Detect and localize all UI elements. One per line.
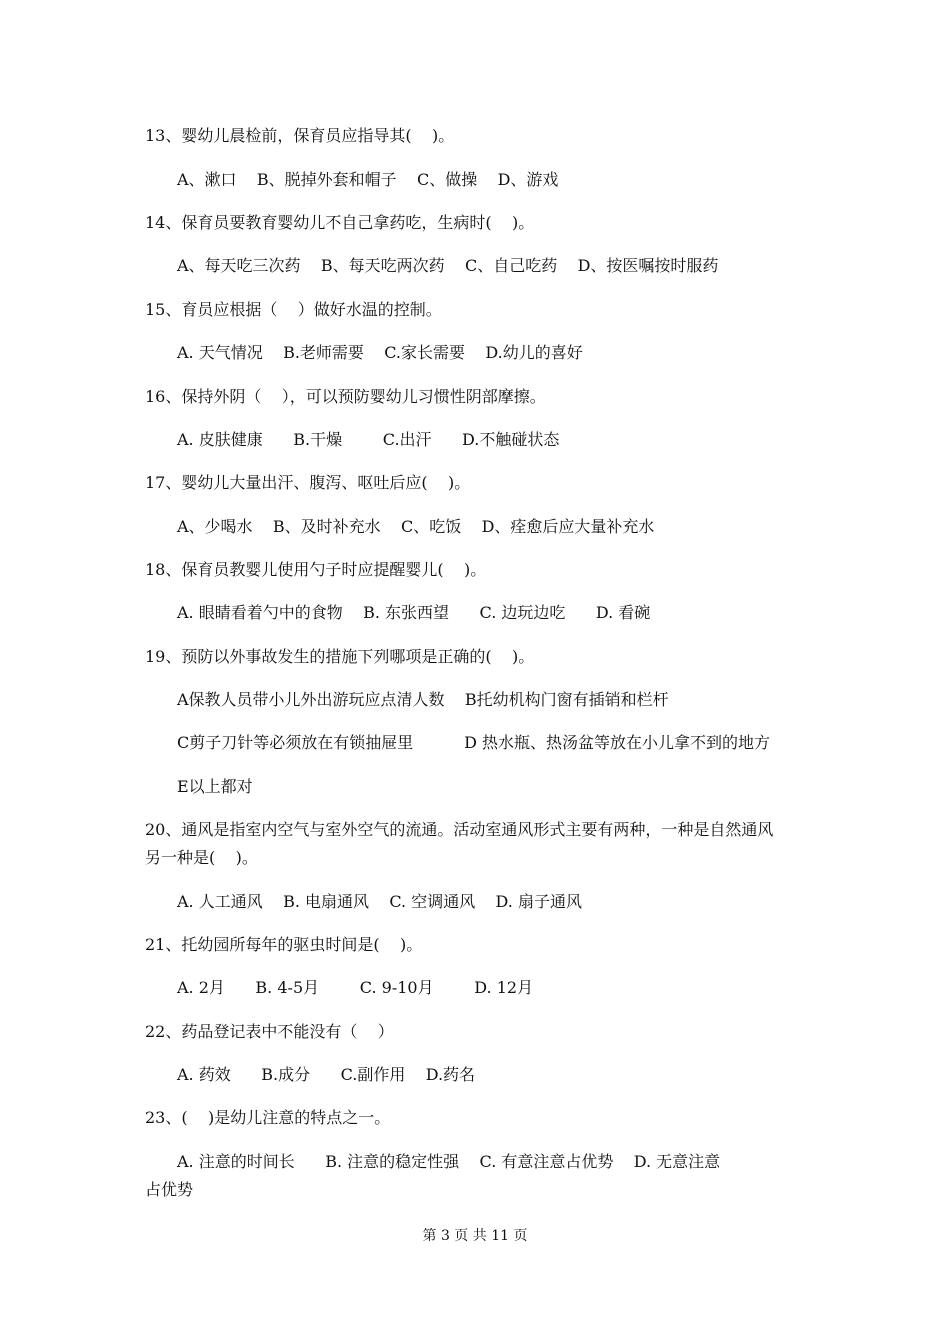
question-17-options: A、少喝水 B、及时补充水 C、吃饭 D、痊愈后应大量补充水	[177, 517, 655, 536]
question-19-stem: 19、预防以外事故发生的措施下列哪项是正确的( )。	[145, 647, 535, 666]
question-13-stem: 13、婴幼儿晨检前，保育员应指导其( )。	[145, 126, 455, 145]
question-16-stem: 16、保持外阴（ ），可以预防婴幼儿习惯性阴部摩擦。	[145, 387, 546, 406]
question-19-option-line-1: A保教人员带小儿外出游玩应点清人数 B托幼机构门窗有插销和栏杆	[177, 690, 669, 709]
question-20-stem: 20、通风是指室内空气与室外空气的流通。活动室通风形式主要有两种，一种是自然通风	[145, 820, 774, 839]
question-13-options: A、漱口 B、脱掉外套和帽子 C、做操 D、游戏	[177, 170, 559, 189]
question-16-options: A. 皮肤健康 B.干燥 C.出汗 D.不触碰状态	[177, 430, 560, 449]
question-19-option-line-3: E以上都对	[177, 777, 253, 796]
question-21-options: A. 2月 B. 4-5月 C. 9-10月 D. 12月	[177, 978, 534, 997]
question-14-stem: 14、保育员要教育婴幼儿不自己拿药吃，生病时( )。	[145, 213, 535, 232]
page-footer: 第 3 页 共 11 页	[422, 1228, 528, 1244]
question-15-options: A. 天气情况 B.老师需要 C.家长需要 D.幼儿的喜好	[177, 343, 583, 362]
question-19-option-line-2: C剪子刀针等必须放在有锁抽屉里 D 热水瓶、热汤盆等放在小儿拿不到的地方	[177, 733, 771, 752]
question-21-stem: 21、托幼园所每年的驱虫时间是( )。	[145, 935, 423, 954]
question-23-stem: 23、( )是幼儿注意的特点之一。	[145, 1108, 391, 1127]
question-18-stem: 18、保育员教婴儿使用勺子时应提醒婴儿( )。	[145, 560, 487, 579]
question-22-options: A. 药效 B.成分 C.副作用 D.药名	[177, 1065, 476, 1084]
question-20-stem-continuation: 另一种是( )。	[145, 848, 258, 867]
question-18-options: A. 眼睛看着勺中的食物 B. 东张西望 C. 边玩边吃 D. 看碗	[177, 603, 651, 622]
question-17-stem: 17、婴幼儿大量出汗、腹泻、呕吐后应( )。	[145, 473, 471, 492]
question-22-stem: 22、药品登记表中不能没有（ ）	[145, 1022, 394, 1041]
question-15-stem: 15、育员应根据（ ）做好水温的控制。	[145, 300, 442, 319]
question-14-options: A、每天吃三次药 B、每天吃两次药 C、自己吃药 D、按医嘱按时服药	[177, 256, 719, 275]
question-23-options-continuation: 占优势	[145, 1180, 194, 1199]
question-20-options: A. 人工通风 B. 电扇通风 C. 空调通风 D. 扇子通风	[177, 892, 582, 911]
question-23-options: A. 注意的时间长 B. 注意的稳定性强 C. 有意注意占优势 D. 无意注意	[177, 1152, 721, 1171]
